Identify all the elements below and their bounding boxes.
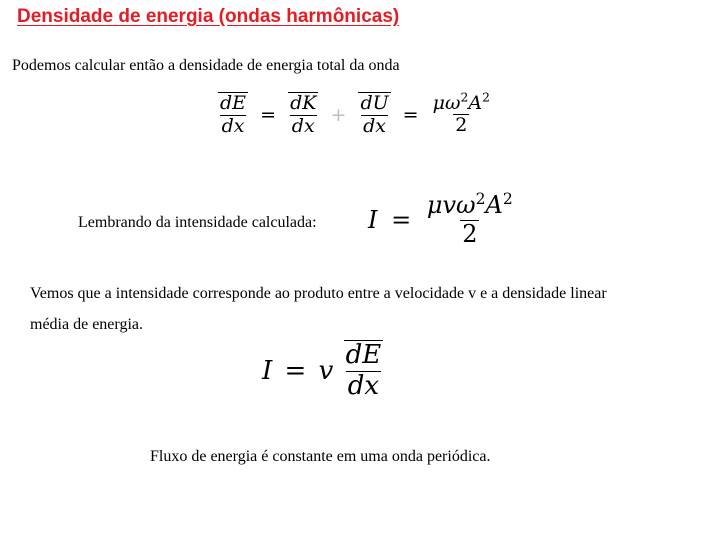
denominator: dx (221, 114, 245, 137)
exponent: 2 (460, 90, 469, 105)
denominator: dx (347, 370, 380, 401)
denominator: dx (363, 114, 386, 137)
denominator: 2 (455, 114, 468, 137)
intensity-relation-equation (262, 340, 383, 402)
relation-text-line-1: Vemos que a intensidade corresponde ao produto entre a velocidade v e a densidade linear (30, 285, 607, 302)
intensity-symbol: I (368, 206, 378, 235)
fraction-dE-dx (218, 92, 248, 138)
relation-text-line-2: média de energia. (30, 316, 143, 333)
fraction-dE-dx (344, 340, 384, 402)
denominator: dx (291, 114, 315, 137)
fraction-energy-result (431, 90, 492, 138)
intensity-equation (368, 192, 515, 248)
energy-density-equation (218, 92, 492, 138)
numerator: dU (360, 92, 389, 114)
denominator: 2 (462, 219, 478, 248)
exponent: 2 (482, 90, 490, 105)
fraction-intensity (425, 192, 515, 248)
numerator: dE (345, 340, 382, 370)
intro-text: Podemos calcular então a densidade de energia total da onda (12, 57, 400, 74)
numerator-base: μω (432, 91, 461, 114)
intensity-symbol: I (262, 355, 273, 386)
numerator-amplitude: A (485, 191, 503, 219)
conclusion-text: Fluxo de energia é constante em uma onda periódica. (150, 448, 491, 465)
velocity-symbol: v (318, 355, 334, 386)
numerator: dE (220, 92, 247, 114)
exponent: 2 (475, 190, 486, 208)
page-title: Densidade de energia (ondas harmônicas) (17, 6, 400, 27)
equals-sign: = (284, 355, 307, 386)
numerator: dK (290, 92, 317, 114)
fraction-dU-dx (358, 92, 390, 138)
numerator-amplitude: A (468, 91, 483, 114)
exponent: 2 (502, 190, 513, 208)
intensity-label: Lembrando da intensidade calculada: (78, 214, 317, 231)
numerator-base: μvω (426, 191, 476, 219)
fraction-dK-dx (288, 92, 318, 138)
equals-sign: = (260, 103, 277, 126)
plus-sign: + (330, 103, 347, 126)
equals-sign-2: = (402, 103, 419, 126)
equals-sign: = (391, 206, 412, 235)
